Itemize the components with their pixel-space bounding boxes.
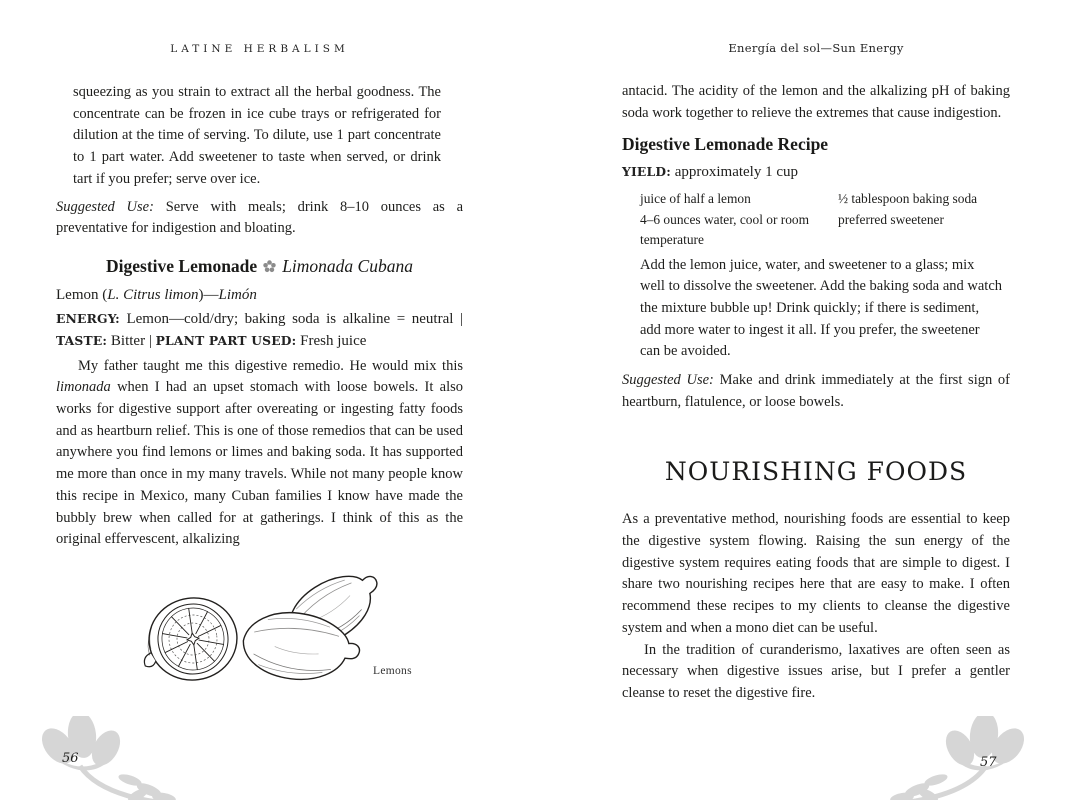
- running-head-left: LATINE HERBALISM: [170, 43, 349, 55]
- recipe-title-spanish: Limonada Cubana: [282, 255, 413, 276]
- plant-identity-line: [56, 285, 463, 307]
- instructions-paragraph: Add the lemon juice, water, and sweetener to a glass; mix well to dissolve the sweetener. Add the baking soda and watch the mixture bubble up! Drink quickly; if there is sediment, add more water to ingest it all. If you prefer, the sweetener can be avoided.: [640, 256, 1003, 360]
- plant-separator: )—: [198, 286, 219, 303]
- suggested-use-label: Suggested Use:: [622, 372, 714, 389]
- taste-label: TASTE:: [56, 332, 108, 348]
- plant-properties-line: [56, 308, 463, 352]
- page-right: [622, 41, 1010, 705]
- yield-value: approximately 1 cup: [670, 164, 798, 181]
- ingredients-column-2: [838, 189, 1010, 251]
- suggested-use-text: Serve with meals; drink 8–10 ounces as a preventative for indigestion and bloating.: [56, 198, 464, 237]
- plant-spanish-name: Limón: [218, 286, 257, 303]
- section-paragraph: As a preventative method, nourishing foods are essential to keep the digestive system flowing. Raising the sun energy of the digestive system requires eating foods that are simple to digest. I share two nourishing recipes here that are easy to make. I often recommend these recipes to my clients to cleanse the digestive system and when a mono diet can be useful.: [622, 511, 1010, 636]
- story-part2: when I had an upset stomach with loose bowels. It also works for digestive support after overeating or ingesting fatty foods and as heartburn relief. This is one of those remedios that can be used anywhere you find lemons or limes and baking soda. It has supported me more than once in my many travels. While not many people know this recipe in Mexico, many Cuban families I know have made the bubbly brew when called for at gatherings. I think of this as the original effervescent, alkalizing: [56, 379, 463, 548]
- suggested-use-label: Suggested Use:: [56, 198, 154, 215]
- ingredient-item: ½ tablespoon baking soda: [838, 191, 978, 207]
- running-head-right: Energía del sol—Sun Energy: [728, 41, 904, 55]
- plant-latin-name: L. Citrus limon: [107, 286, 199, 303]
- flower-sprig-icon: [844, 716, 1044, 800]
- yield-label: YIELD:: [622, 164, 671, 180]
- taste-value: Bitter |: [107, 332, 156, 349]
- intro-paragraph: squeezing as you strain to extract all the herbal goodness. The concentrate can be frozen in ice cube trays or refrigerated for dilution at the time of serving. To dilute, use 1 part concentrate to 1 part water. Add sweetener to taste when served, or drink tart if you prefer; serve over ice.: [73, 84, 441, 187]
- plant-name: Lemon (: [56, 286, 108, 303]
- ingredient-item: 4–6 ounces water, cool or room temperature: [640, 211, 810, 248]
- suggested-use-left: [56, 197, 463, 240]
- florette-icon: [263, 255, 276, 279]
- continuation-paragraph: antacid. The acidity of the lemon and the alkalizing pH of baking soda work together to relieve the extremes that cause indigestion.: [622, 83, 1010, 121]
- recipe-section-heading: Digestive Lemonade Recipe: [622, 134, 829, 155]
- ingredient-item: juice of half a lemon: [640, 191, 751, 207]
- flower-sprig-icon: [22, 716, 222, 800]
- lemons-illustration: [135, 561, 435, 701]
- section-body: [622, 509, 1010, 704]
- ingredients-column-1: [640, 189, 838, 251]
- yield-line: [622, 161, 1010, 184]
- story-part1: My father taught me this digestive remedio. He would mix this: [78, 357, 463, 374]
- ingredient-item: preferred sweetener: [838, 211, 944, 227]
- page-number-left: 56: [62, 751, 79, 766]
- page-left: [56, 42, 463, 701]
- recipe-title-english: Digestive Lemonade: [106, 255, 258, 276]
- suggested-use-right: [622, 370, 1010, 413]
- story-paragraph: [56, 356, 463, 551]
- flower-ornament-right: [844, 716, 1044, 800]
- section-paragraph: In the tradition of curanderismo, laxatives are often seen as necessary when digestive issues arise, but I prefer a gentler cleanse to reset the digestive fire.: [622, 641, 1010, 701]
- suggested-use-text: Make and drink immediately at the first sign of heartburn, flatulence, or loose bowels.: [622, 372, 1010, 410]
- page-number-right: 57: [980, 755, 997, 770]
- recipe-title: [56, 254, 463, 279]
- flower-ornament-left: [22, 716, 222, 800]
- plant-part-value: Fresh juice: [296, 332, 367, 349]
- section-title: NOURISHING FOODS: [664, 456, 968, 486]
- energy-value: Lemon—cold/dry; baking soda is alkaline = neutral |: [119, 310, 463, 327]
- story-italic-word: limonada: [56, 379, 111, 396]
- energy-label: ENERGY:: [56, 310, 120, 326]
- illustration-caption: Lemons: [373, 664, 412, 677]
- ingredients-list: [640, 189, 1010, 251]
- plant-part-label: PLANT PART USED:: [155, 332, 297, 348]
